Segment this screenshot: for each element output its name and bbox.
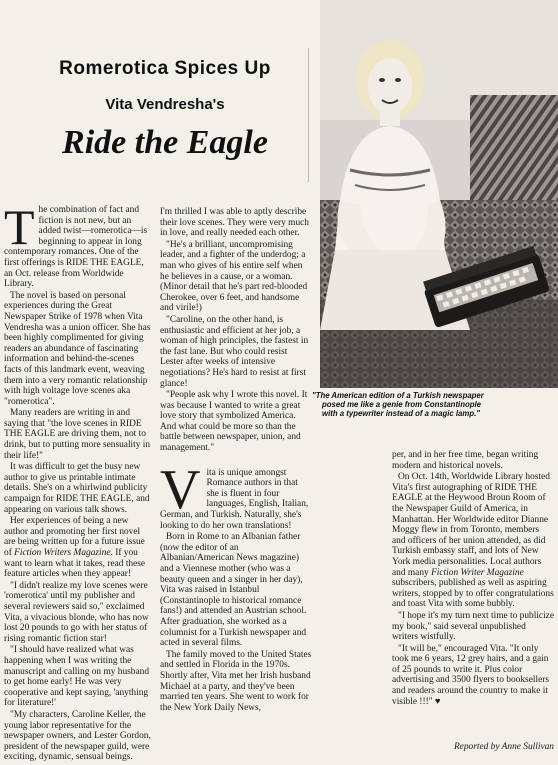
paragraph: The family moved to the United States and settled in Florida in the 1970s. Shortly after, Vita met her Irish husband Michael at a party, and they've been married ten years. She went to work for the New York Daily News, <box>160 649 312 713</box>
drop-cap: V <box>160 458 201 521</box>
headline-author: Vita Vendresha's <box>105 96 225 113</box>
paragraph: "I hope it's my turn next time to publicize my book," said several unpublished writers wistfully. <box>392 610 555 643</box>
paragraph-text: Her experiences of being a new author and promoting her first novel are being written up for a future issue of <box>4 516 145 558</box>
paragraph: "My characters, Caroline Keller, the young labor representative for the newspaper owners, and Lester Gordon, president of the newspaper guild, were exciting, dynamic, sensual beings. <box>4 709 151 763</box>
headline-kicker: Romerotica Spices Up <box>59 58 271 79</box>
paragraph <box>4 199 152 290</box>
paragraph <box>4 516 152 580</box>
article-column-1 <box>4 199 152 764</box>
paragraph: It was difficult to get the busy new author to give us printable intimate details. She's on a whirlwind publicity campaign for RIDE THE EAGLE, and appearing on various talk shows. <box>4 462 150 515</box>
photo-caption-line: posed me like a genie from Constantinople <box>322 400 481 409</box>
author-photo <box>320 0 558 388</box>
photo-caption-line: "The American edition of a Turkish newspaper <box>312 391 484 400</box>
magazine-title: Fiction Writers Magazine <box>14 548 111 558</box>
article-column-3 <box>392 450 554 708</box>
author-photo-illustration <box>320 0 558 388</box>
paragraph <box>392 472 554 610</box>
headline-title: Ride the Eagle <box>62 124 268 161</box>
photo-caption <box>312 391 558 418</box>
drop-cap: T <box>4 199 35 255</box>
paragraph: "I should have realized what was happening when I was writing the manuscript and calling on my husband to get home early! He was very cooperative and kept saying, 'anything for literature!' <box>4 645 150 709</box>
paragraph-text: he combination of fact and fiction is not new, but an added twist—romerotica—is beginning to appear in long contemporary romances. One of the first offerings is RIDE THE EAGLE, an Oct. release from Worldwide Library. <box>4 205 148 290</box>
paragraph-text: ita is unique amongst Romance authors in that she is fluent in four languages, English, Italian, German, and Turkish. Naturally, she's looking to do her own translations! <box>160 467 309 531</box>
byline: Reported by Anne Sullivan <box>453 742 554 752</box>
paragraph: "Caroline, on the other hand, is enthusiastic and efficient at her job, a woman of high principles, the fastest in the fast lane. But who could resist Lester after weeks of intensive negotiations? He's hard to resist at first glance! <box>160 314 309 389</box>
paragraph: "People ask why I wrote this novel. It was because I wanted to write a great love story that symbolized America. And what could be more so than the battle between newspaper, union, and management." <box>160 390 308 454</box>
article-column-2 <box>160 207 312 714</box>
paragraph-text: . If you want to learn what it takes, read these feature articles when they appear! <box>4 548 146 580</box>
paragraph-text: subscribers, published as well as aspiring writers, stopped by to offer congratulations and toast Vita with some bubbly. <box>392 578 554 610</box>
paragraph: per, and in her free time, began writing modern and historical novels. <box>392 450 539 471</box>
paragraph: I'm thrilled I was able to aptly describe their love scenes. They were very much in love, and really needed each other. <box>160 207 309 239</box>
paragraph: "I didn't realize my love scenes were 'romerotica' until my publisher and several reviewers said so," exclaimed Vita, a vivacious blonde, who has now lost 20 pounds to go with her status of rising romantic fiction star! <box>4 580 149 644</box>
paragraph: The novel is based on personal experiences during the Great Newspaper Strike of 1978 when Vita Vendresha was a union officer. She has been highly complimented for giving readers an abundance of fascinating information and behind-the-scenes facts of this landmark event, weaving them into a very romantic relationship with high voltage love scenes aka "romerotica". <box>4 290 151 407</box>
paragraph: Born in Rome to an Albanian father (now the editor of an Albanian/American News magazine) and a Viennese mother (who was a beauty queen and a singer in her day), Vita was raised in Istanbul (Constantinople to historical romance fans!) and attended an Austrian school. After graduation, she worked as a columnist for a Turkish newspaper and acted in several films. <box>160 532 307 649</box>
paragraph <box>160 458 312 532</box>
paragraph: "He's a brilliant, uncompromising leader, and a fighter of the underdog; a man who gives of his entire self when he believes in a cause, or a woman. (Minor detail that he's part red-blooded Cherokee, over 6 feet, and handsome and virile!) <box>160 239 308 314</box>
paragraph: Many readers are writing in and saying that "the love scenes in RIDE THE EAGLE are driving them, not to drink, but to putting more sensuality in their life!" <box>4 408 151 461</box>
paragraph: "It will be," encouraged Vita. "It only took me 6 years, 12 grey hairs, and a gain of 25 pounds to write it. Plus color advertising and 3500 flyers to booksellers and readers around the country to make it visible !!!" ♥ <box>392 643 549 707</box>
headline-divider <box>308 48 309 182</box>
photo-caption-line: with a typewriter instead of a magic lamp." <box>322 409 480 418</box>
paragraph-text: On Oct. 14th, Worldwide Library hosted Vita's first autographing of RIDE THE EAGLE at the Heywood Broun Room of the Newspaper Guild of America, in Manhattan. Her Worldwide editor Dianne Moggy flew in from Toronto, members and officers of her union attended, as did Turkish embassy staff, and lots of New York media personalities. Local authors and many <box>392 472 550 578</box>
magazine-title: Fiction Writer Magazine <box>431 567 524 578</box>
